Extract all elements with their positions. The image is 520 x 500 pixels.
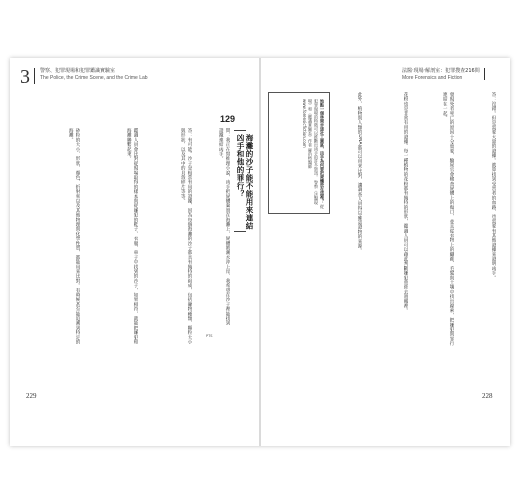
left-body-para-3: 鑑識人員會比對從現場取得的樣本與從嫌犯的鞋子、衣服、車子中找到的沙子，如果相符，就能把嫌犯和海灘聯繫起來。 <box>126 128 138 345</box>
left-body-para-1: 問：我正在寫推理小說，凶手把屍體棄置在海灘上，屍體被潮水沖上岸，我希望在沙子裡能找到證據連結凶手。 <box>218 128 230 326</box>
right-body-para-1: 答：沒錯。但是需要大量的證據。就算找到受害者的血跡，也需要有其他證據來證明凶手。 <box>491 92 496 280</box>
book-title-en: More Forensics and Fiction <box>402 75 463 81</box>
left-page <box>10 58 260 446</box>
running-head-divider <box>484 68 485 80</box>
left-body-para-2: 答：有可能。沙子是相當有用的證據，因為每個海灘的沙子都具有獨特的組成，包括礦物種類、顆粒大小與形狀，以及其中的貝殼碎片等等。 <box>180 128 192 345</box>
right-page <box>260 58 510 446</box>
chapter-title-cn: 警察、犯罪現場和犯罪鑑識實驗室 <box>40 68 116 74</box>
right-body-para-2: 發現死者死亡的原因十分重要，驗屍官會檢查屍體上的傷口，並且從衣物上的纖維、毛髮與土壤中找出線索，把嫌犯與罪行連結在一起。 <box>442 92 454 346</box>
running-head-text <box>402 68 480 82</box>
running-head-divider <box>34 68 35 84</box>
chapter-title-en: The Police, the Crime Scene, and the Crime Lab <box>40 75 148 81</box>
right-running-head <box>402 68 485 82</box>
right-folio: 228 <box>482 392 493 400</box>
sidebar-url: www.forensicfiction.com <box>302 99 307 148</box>
question-title: 海灘的沙子能不能用來連結凶手和他的罪行？ <box>236 134 254 230</box>
left-body-para-4: 砂粒的大小、形狀、顏色、折射率以及其他物理與化學性質，都能用來比對。有時候甚至能追溯到特定的海灘。 <box>68 128 80 345</box>
question-number: 129 <box>220 114 236 124</box>
sidebar-text <box>271 99 325 209</box>
sidebar-box <box>268 92 330 214</box>
sidebar-credit-name: 羅伯特醫師 <box>308 148 313 169</box>
running-head-text <box>40 68 148 82</box>
sidebar-body: 從犯罪現場的特徵可以推斷出凶手的許多資訊。 <box>314 99 325 209</box>
left-running-head <box>20 68 148 86</box>
left-folio: 229 <box>26 392 37 400</box>
right-body-para-3: 花粉也是非常有用的證據。每一種植物的花粉都有獨特的形狀，鑑識人員可以藉此判斷嫌犯曾經去過哪裡。 <box>403 92 408 313</box>
sidebar-lead: 地點一個林間步道社工園區，凶手為何要把屍體放在這裡？ <box>320 99 325 203</box>
sidebar-credit: 警察《法醫現場》和《鑑識實驗室》作者 <box>308 99 319 205</box>
book-spread <box>10 58 510 446</box>
book-title-cn: 法醫‧現場‧解剖室：犯罪搜查216問 <box>402 68 480 74</box>
left-page-mark: PTS <box>206 334 213 338</box>
right-body-para-4: 此外，植物與人類的DNA都可以用來比對，讓調查人員得以確認證物的來源。 <box>357 92 362 253</box>
chapter-number: 3 <box>20 66 30 88</box>
